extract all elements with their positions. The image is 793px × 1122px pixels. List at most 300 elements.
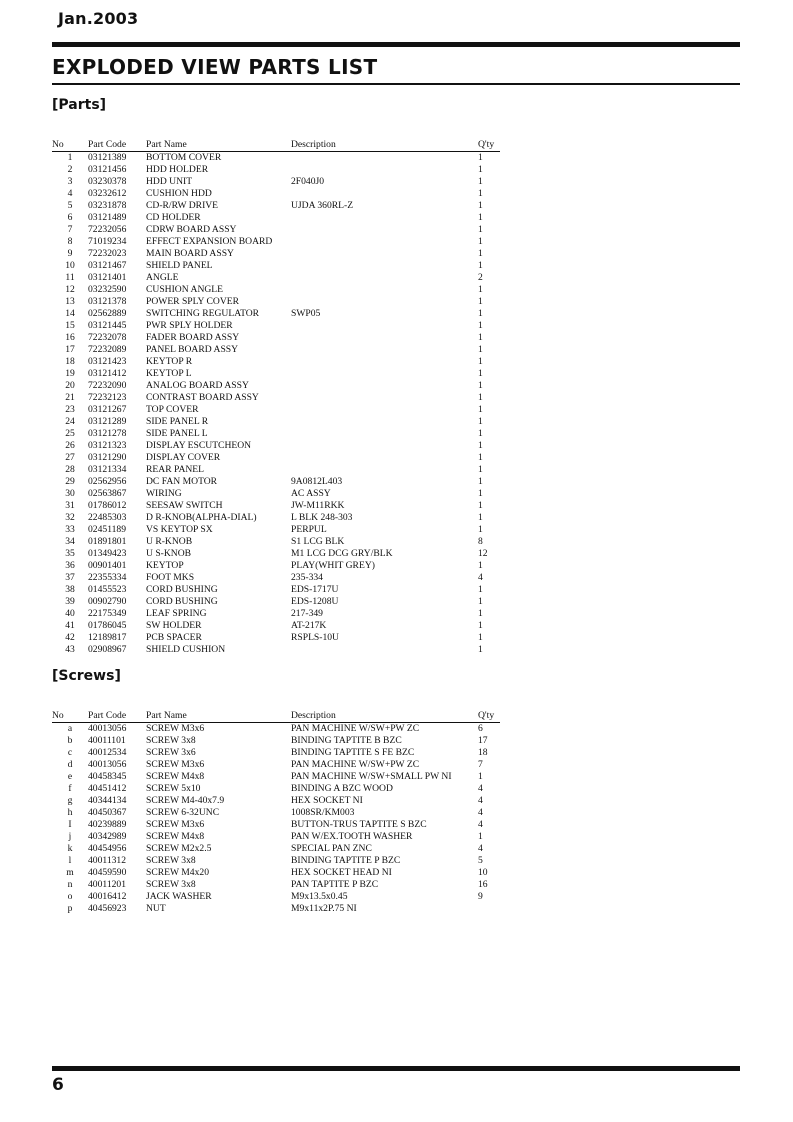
- table-row: [52, 320, 500, 332]
- cell-no: 27: [65, 452, 75, 463]
- cell-part-name: D R-KNOB(ALPHA-DIAL): [146, 512, 257, 523]
- cell-part-name: PCB SPACER: [146, 632, 202, 643]
- cell-part-code: 03121445: [88, 320, 127, 331]
- cell-qty: 1: [478, 404, 483, 415]
- cell-description: RSPLS-10U: [291, 632, 339, 643]
- col-no-header: No: [52, 139, 88, 152]
- col-name-header: Part Name: [146, 710, 291, 723]
- bottom-thick-rule: [52, 1066, 740, 1071]
- table-row: [52, 224, 500, 236]
- table-row: [52, 759, 500, 771]
- top-thick-rule: [52, 42, 740, 47]
- table-row: [52, 512, 500, 524]
- table-row: [52, 807, 500, 819]
- cell-part-code: 22175349: [88, 608, 127, 619]
- table-row: [52, 536, 500, 548]
- cell-part-name: KEYTOP L: [146, 368, 192, 379]
- cell-no: I: [68, 819, 72, 830]
- cell-no: 23: [65, 404, 75, 415]
- cell-part-name: SCREW M3x6: [146, 723, 205, 734]
- cell-part-name: REAR PANEL: [146, 464, 205, 475]
- col-desc-header: Description: [291, 710, 478, 723]
- cell-qty: 1: [478, 296, 483, 307]
- cell-part-code: 03121289: [88, 416, 127, 427]
- cell-qty: 4: [478, 819, 483, 830]
- cell-description: [291, 416, 478, 428]
- cell-no: 7: [67, 224, 73, 235]
- cell-part-code: 03121489: [88, 212, 127, 223]
- cell-part-code: 40451412: [88, 783, 127, 794]
- cell-qty: 1: [478, 524, 483, 535]
- cell-part-code: 03121412: [88, 368, 127, 379]
- cell-qty: 1: [478, 320, 483, 331]
- cell-description: [291, 392, 478, 404]
- cell-qty: 1: [478, 771, 483, 782]
- cell-qty: 1: [478, 560, 483, 571]
- cell-description: PAN TAPTITE P BZC: [291, 879, 379, 890]
- table-row: [52, 819, 500, 831]
- col-qty-header: Q'ty: [478, 710, 500, 723]
- cell-qty: 1: [478, 392, 483, 403]
- cell-no: 12: [65, 284, 75, 295]
- cell-description: S1 LCG BLK: [291, 536, 345, 547]
- cell-part-code: 22485303: [88, 512, 127, 523]
- table-row: [52, 524, 500, 536]
- cell-qty: 1: [478, 164, 483, 175]
- cell-part-code: 72232078: [88, 332, 127, 343]
- table-row: [52, 488, 500, 500]
- cell-qty: 12: [478, 548, 488, 559]
- cell-part-name: DISPLAY ESCUTCHEON: [146, 440, 252, 451]
- cell-no: 14: [65, 308, 75, 319]
- cell-qty: 7: [478, 759, 483, 770]
- cell-part-name: CORD BUSHING: [146, 584, 218, 595]
- cell-no: g: [67, 795, 73, 806]
- cell-no: n: [67, 879, 73, 890]
- cell-description: 9A0812L403: [291, 476, 343, 487]
- cell-qty: 1: [478, 416, 483, 427]
- cell-description: 1008SR/KM003: [291, 807, 355, 818]
- cell-no: f: [68, 783, 72, 794]
- cell-qty: 1: [478, 188, 483, 199]
- cell-part-code: 03121267: [88, 404, 127, 415]
- cell-part-code: 03230378: [88, 176, 127, 187]
- cell-part-name: SCREW 3x8: [146, 735, 196, 746]
- cell-no: 19: [65, 368, 75, 379]
- cell-no: 34: [65, 536, 75, 547]
- cell-part-name: CUSHION ANGLE: [146, 284, 224, 295]
- cell-description: AC ASSY: [291, 488, 331, 499]
- cell-description: [291, 152, 478, 165]
- table-row: [52, 771, 500, 783]
- table-row: [52, 596, 500, 608]
- cell-no: p: [67, 903, 73, 914]
- title-rule: [52, 83, 740, 85]
- cell-part-name: U R-KNOB: [146, 536, 193, 547]
- table-row: [52, 891, 500, 903]
- table-row: [52, 188, 500, 200]
- table-row: [52, 356, 500, 368]
- cell-no: 33: [65, 524, 75, 535]
- cell-no: 25: [65, 428, 75, 439]
- cell-no: 26: [65, 440, 75, 451]
- table-row: [52, 855, 500, 867]
- cell-no: c: [67, 747, 73, 758]
- table-row: [52, 620, 500, 632]
- cell-part-code: 03232612: [88, 188, 127, 199]
- cell-description: [291, 188, 478, 200]
- cell-part-name: SIDE PANEL L: [146, 428, 208, 439]
- cell-part-code: 40013056: [88, 723, 127, 734]
- cell-no: 37: [65, 572, 75, 583]
- table-row: [52, 428, 500, 440]
- cell-no: 5: [67, 200, 73, 211]
- cell-no: 35: [65, 548, 75, 559]
- cell-no: 39: [65, 596, 75, 607]
- cell-qty: 1: [478, 464, 483, 475]
- cell-part-name: SCREW 5x10: [146, 783, 201, 794]
- cell-part-name: SEESAW SWITCH: [146, 500, 223, 511]
- cell-description: [291, 356, 478, 368]
- cell-no: 36: [65, 560, 75, 571]
- cell-qty: 1: [478, 428, 483, 439]
- table-row: [52, 380, 500, 392]
- table-row: [52, 404, 500, 416]
- cell-qty: 10: [478, 867, 488, 878]
- cell-part-code: 40013056: [88, 759, 127, 770]
- cell-description: PAN MACHINE W/SW+SMALL PW NI: [291, 771, 452, 782]
- cell-part-code: 72232056: [88, 224, 127, 235]
- cell-no: h: [67, 807, 73, 818]
- cell-part-code: 03121401: [88, 272, 127, 283]
- cell-description: PERPUL: [291, 524, 327, 535]
- table-row: [52, 332, 500, 344]
- screws-header-row: [52, 710, 500, 723]
- cell-qty: 1: [478, 344, 483, 355]
- cell-no: 2: [67, 164, 73, 175]
- cell-qty: 1: [478, 608, 483, 619]
- cell-description: SPECIAL PAN ZNC: [291, 843, 372, 854]
- cell-no: 4: [67, 188, 73, 199]
- cell-qty: 4: [478, 843, 483, 854]
- cell-description: EDS-1208U: [291, 596, 339, 607]
- table-row: [52, 903, 500, 915]
- cell-description: [291, 260, 478, 272]
- cell-qty: 8: [478, 536, 483, 547]
- cell-part-name: HDD UNIT: [146, 176, 193, 187]
- cell-no: 3: [67, 176, 73, 187]
- cell-qty: [478, 903, 500, 915]
- cell-part-name: CDRW BOARD ASSY: [146, 224, 237, 235]
- cell-qty: 1: [478, 356, 483, 367]
- cell-description: [291, 224, 478, 236]
- parts-heading: [Parts]: [52, 97, 107, 113]
- cell-description: 217-349: [291, 608, 323, 619]
- table-row: [52, 164, 500, 176]
- cell-description: [291, 296, 478, 308]
- cell-qty: 4: [478, 807, 483, 818]
- cell-description: L BLK 248-303: [291, 512, 353, 523]
- table-row: [52, 200, 500, 212]
- cell-part-code: 01455523: [88, 584, 127, 595]
- cell-description: BINDING TAPTITE B BZC: [291, 735, 402, 746]
- cell-part-name: MAIN BOARD ASSY: [146, 248, 234, 259]
- cell-no: 15: [65, 320, 75, 331]
- cell-part-name: SWITCHING REGULATOR: [146, 308, 260, 319]
- cell-part-name: FOOT MKS: [146, 572, 195, 583]
- table-row: [52, 284, 500, 296]
- cell-description: BINDING TAPTITE P BZC: [291, 855, 401, 866]
- cell-part-name: LEAF SPRING: [146, 608, 207, 619]
- cell-qty: 1: [478, 260, 483, 271]
- cell-description: JW-M11RKK: [291, 500, 345, 511]
- cell-part-code: 72232089: [88, 344, 127, 355]
- cell-description: [291, 644, 478, 656]
- cell-part-name: SCREW M4x8: [146, 831, 205, 842]
- table-row: [52, 344, 500, 356]
- cell-description: [291, 236, 478, 248]
- cell-no: 31: [65, 500, 75, 511]
- page-title: EXPLODED VIEW PARTS LIST: [52, 55, 378, 79]
- cell-part-code: 01786012: [88, 500, 127, 511]
- cell-no: 30: [65, 488, 75, 499]
- col-code-header: Part Code: [88, 139, 146, 152]
- cell-description: [291, 404, 478, 416]
- cell-part-name: SW HOLDER: [146, 620, 202, 631]
- cell-no: d: [67, 759, 73, 770]
- table-row: [52, 236, 500, 248]
- cell-no: 6: [67, 212, 73, 223]
- cell-part-name: SCREW M4x20: [146, 867, 209, 878]
- cell-part-code: 00901401: [88, 560, 127, 571]
- cell-part-code: 03231878: [88, 200, 127, 211]
- cell-qty: 1: [478, 380, 483, 391]
- cell-part-code: 03121423: [88, 356, 127, 367]
- cell-no: 10: [65, 260, 75, 271]
- cell-description: [291, 272, 478, 284]
- table-row: [52, 644, 500, 656]
- cell-qty: 1: [478, 332, 483, 343]
- cell-qty: 1: [478, 512, 483, 523]
- table-row: [52, 843, 500, 855]
- table-row: [52, 831, 500, 843]
- cell-no: 1: [67, 152, 73, 163]
- cell-part-code: 02563867: [88, 488, 127, 499]
- table-row: [52, 152, 500, 165]
- cell-part-code: 72232090: [88, 380, 127, 391]
- cell-qty: 1: [478, 452, 483, 463]
- cell-part-code: 00902790: [88, 596, 127, 607]
- screws-table-body: [52, 723, 500, 916]
- cell-part-name: SCREW 3x8: [146, 855, 196, 866]
- cell-description: [291, 440, 478, 452]
- table-row: [52, 296, 500, 308]
- cell-description: PAN MACHINE W/SW+PW ZC: [291, 723, 420, 734]
- screws-table: [52, 710, 500, 915]
- cell-part-code: 03121278: [88, 428, 127, 439]
- parts-header-row: [52, 139, 500, 152]
- cell-description: PLAY(WHIT GREY): [291, 560, 375, 571]
- cell-part-code: 22355334: [88, 572, 127, 583]
- cell-part-code: 40011201: [88, 879, 127, 890]
- cell-no: 43: [65, 644, 75, 655]
- cell-qty: 1: [478, 236, 483, 247]
- cell-part-code: 03121378: [88, 296, 127, 307]
- cell-part-name: JACK WASHER: [146, 891, 212, 902]
- screws-heading: [Screws]: [52, 668, 121, 684]
- cell-no: b: [67, 735, 73, 746]
- cell-part-code: 40458345: [88, 771, 127, 782]
- cell-description: SWP05: [291, 308, 321, 319]
- cell-description: PAN W/EX.TOOTH WASHER: [291, 831, 413, 842]
- table-row: [52, 176, 500, 188]
- cell-part-code: 03121334: [88, 464, 127, 475]
- cell-no: 29: [65, 476, 75, 487]
- cell-part-name: TOP COVER: [146, 404, 199, 415]
- table-row: [52, 452, 500, 464]
- cell-description: [291, 380, 478, 392]
- cell-part-code: 03232590: [88, 284, 127, 295]
- cell-part-code: 01891801: [88, 536, 127, 547]
- table-row: [52, 879, 500, 891]
- cell-part-name: SCREW M4-40x7.9: [146, 795, 225, 806]
- cell-no: 42: [65, 632, 75, 643]
- cell-description: 235-334: [291, 572, 323, 583]
- cell-description: [291, 248, 478, 260]
- cell-part-name: KEYTOP: [146, 560, 184, 571]
- cell-part-name: BOTTOM COVER: [146, 152, 222, 163]
- cell-description: [291, 452, 478, 464]
- cell-no: k: [67, 843, 73, 854]
- cell-part-code: 02908967: [88, 644, 127, 655]
- table-row: [52, 392, 500, 404]
- cell-qty: 9: [478, 891, 483, 902]
- table-row: [52, 608, 500, 620]
- cell-no: 11: [65, 272, 75, 283]
- cell-qty: 1: [478, 500, 483, 511]
- cell-no: e: [67, 771, 73, 782]
- cell-description: [291, 284, 478, 296]
- cell-description: [291, 368, 478, 380]
- cell-part-code: 03121389: [88, 152, 127, 163]
- cell-no: 20: [65, 380, 75, 391]
- cell-description: [291, 464, 478, 476]
- cell-description: HEX SOCKET HEAD NI: [291, 867, 392, 878]
- parts-table-body: [52, 152, 500, 657]
- cell-no: m: [66, 867, 74, 878]
- cell-part-name: SCREW M2x2.5: [146, 843, 212, 854]
- cell-no: 24: [65, 416, 75, 427]
- cell-description: [291, 332, 478, 344]
- cell-qty: 18: [478, 747, 488, 758]
- table-row: [52, 260, 500, 272]
- cell-no: 40: [65, 608, 75, 619]
- cell-qty: 1: [478, 644, 483, 655]
- cell-description: M1 LCG DCG GRY/BLK: [291, 548, 393, 559]
- cell-description: [291, 320, 478, 332]
- cell-description: BINDING TAPTITE S FE BZC: [291, 747, 415, 758]
- cell-part-name: SCREW 3x6: [146, 747, 196, 758]
- cell-description: M9x11x2P.75 NI: [291, 903, 357, 914]
- cell-qty: 1: [478, 440, 483, 451]
- col-no-header: No: [52, 710, 88, 723]
- cell-no: 21: [65, 392, 75, 403]
- cell-qty: 1: [478, 248, 483, 259]
- table-row: [52, 584, 500, 596]
- cell-part-name: KEYTOP R: [146, 356, 193, 367]
- cell-description: M9x13.5x0.45: [291, 891, 348, 902]
- cell-part-code: 03121456: [88, 164, 127, 175]
- cell-description: EDS-1717U: [291, 584, 339, 595]
- cell-part-name: PANEL BOARD ASSY: [146, 344, 239, 355]
- cell-part-name: CORD BUSHING: [146, 596, 218, 607]
- table-row: [52, 500, 500, 512]
- cell-part-name: EFFECT EXPANSION BOARD: [146, 236, 273, 247]
- cell-description: AT-217K: [291, 620, 327, 631]
- cell-qty: 1: [478, 368, 483, 379]
- cell-description: BUTTON-TRUS TAPTITE S BZC: [291, 819, 427, 830]
- cell-part-name: SCREW 6-32UNC: [146, 807, 220, 818]
- table-row: [52, 795, 500, 807]
- cell-description: HEX SOCKET NI: [291, 795, 363, 806]
- cell-description: [291, 428, 478, 440]
- cell-part-code: 01349423: [88, 548, 127, 559]
- cell-part-name: VS KEYTOP SX: [146, 524, 213, 535]
- cell-part-name: DC FAN MOTOR: [146, 476, 218, 487]
- cell-part-code: 03121467: [88, 260, 127, 271]
- cell-part-code: 40450367: [88, 807, 127, 818]
- cell-no: 41: [65, 620, 75, 631]
- cell-qty: 1: [478, 596, 483, 607]
- cell-part-code: 40016412: [88, 891, 127, 902]
- cell-qty: 1: [478, 476, 483, 487]
- cell-qty: 1: [478, 284, 483, 295]
- cell-no: 9: [67, 248, 73, 259]
- cell-part-code: 02451189: [88, 524, 127, 535]
- cell-qty: 1: [478, 308, 483, 319]
- cell-no: 38: [65, 584, 75, 595]
- cell-part-code: 01786045: [88, 620, 127, 631]
- cell-qty: 1: [478, 584, 483, 595]
- table-row: [52, 572, 500, 584]
- cell-part-code: 40342989: [88, 831, 127, 842]
- cell-part-name: CD HOLDER: [146, 212, 201, 223]
- cell-no: 13: [65, 296, 75, 307]
- cell-qty: 4: [478, 795, 483, 806]
- cell-qty: 17: [478, 735, 488, 746]
- cell-no: 16: [65, 332, 75, 343]
- col-desc-header: Description: [291, 139, 478, 152]
- cell-part-name: NUT: [146, 903, 166, 914]
- table-row: [52, 272, 500, 284]
- table-row: [52, 416, 500, 428]
- cell-description: PAN MACHINE W/SW+PW ZC: [291, 759, 420, 770]
- cell-part-name: WIRING: [146, 488, 182, 499]
- cell-description: 2F040J0: [291, 176, 325, 187]
- cell-part-name: U S-KNOB: [146, 548, 192, 559]
- cell-qty: 1: [478, 224, 483, 235]
- cell-part-code: 02562889: [88, 308, 127, 319]
- cell-qty: 2: [478, 272, 483, 283]
- cell-part-code: 72232023: [88, 248, 127, 259]
- parts-table: [52, 139, 500, 656]
- cell-qty: 1: [478, 200, 483, 211]
- cell-part-code: 40239889: [88, 819, 127, 830]
- table-row: [52, 464, 500, 476]
- cell-qty: 1: [478, 831, 483, 842]
- cell-no: 18: [65, 356, 75, 367]
- cell-part-name: SIDE PANEL R: [146, 416, 209, 427]
